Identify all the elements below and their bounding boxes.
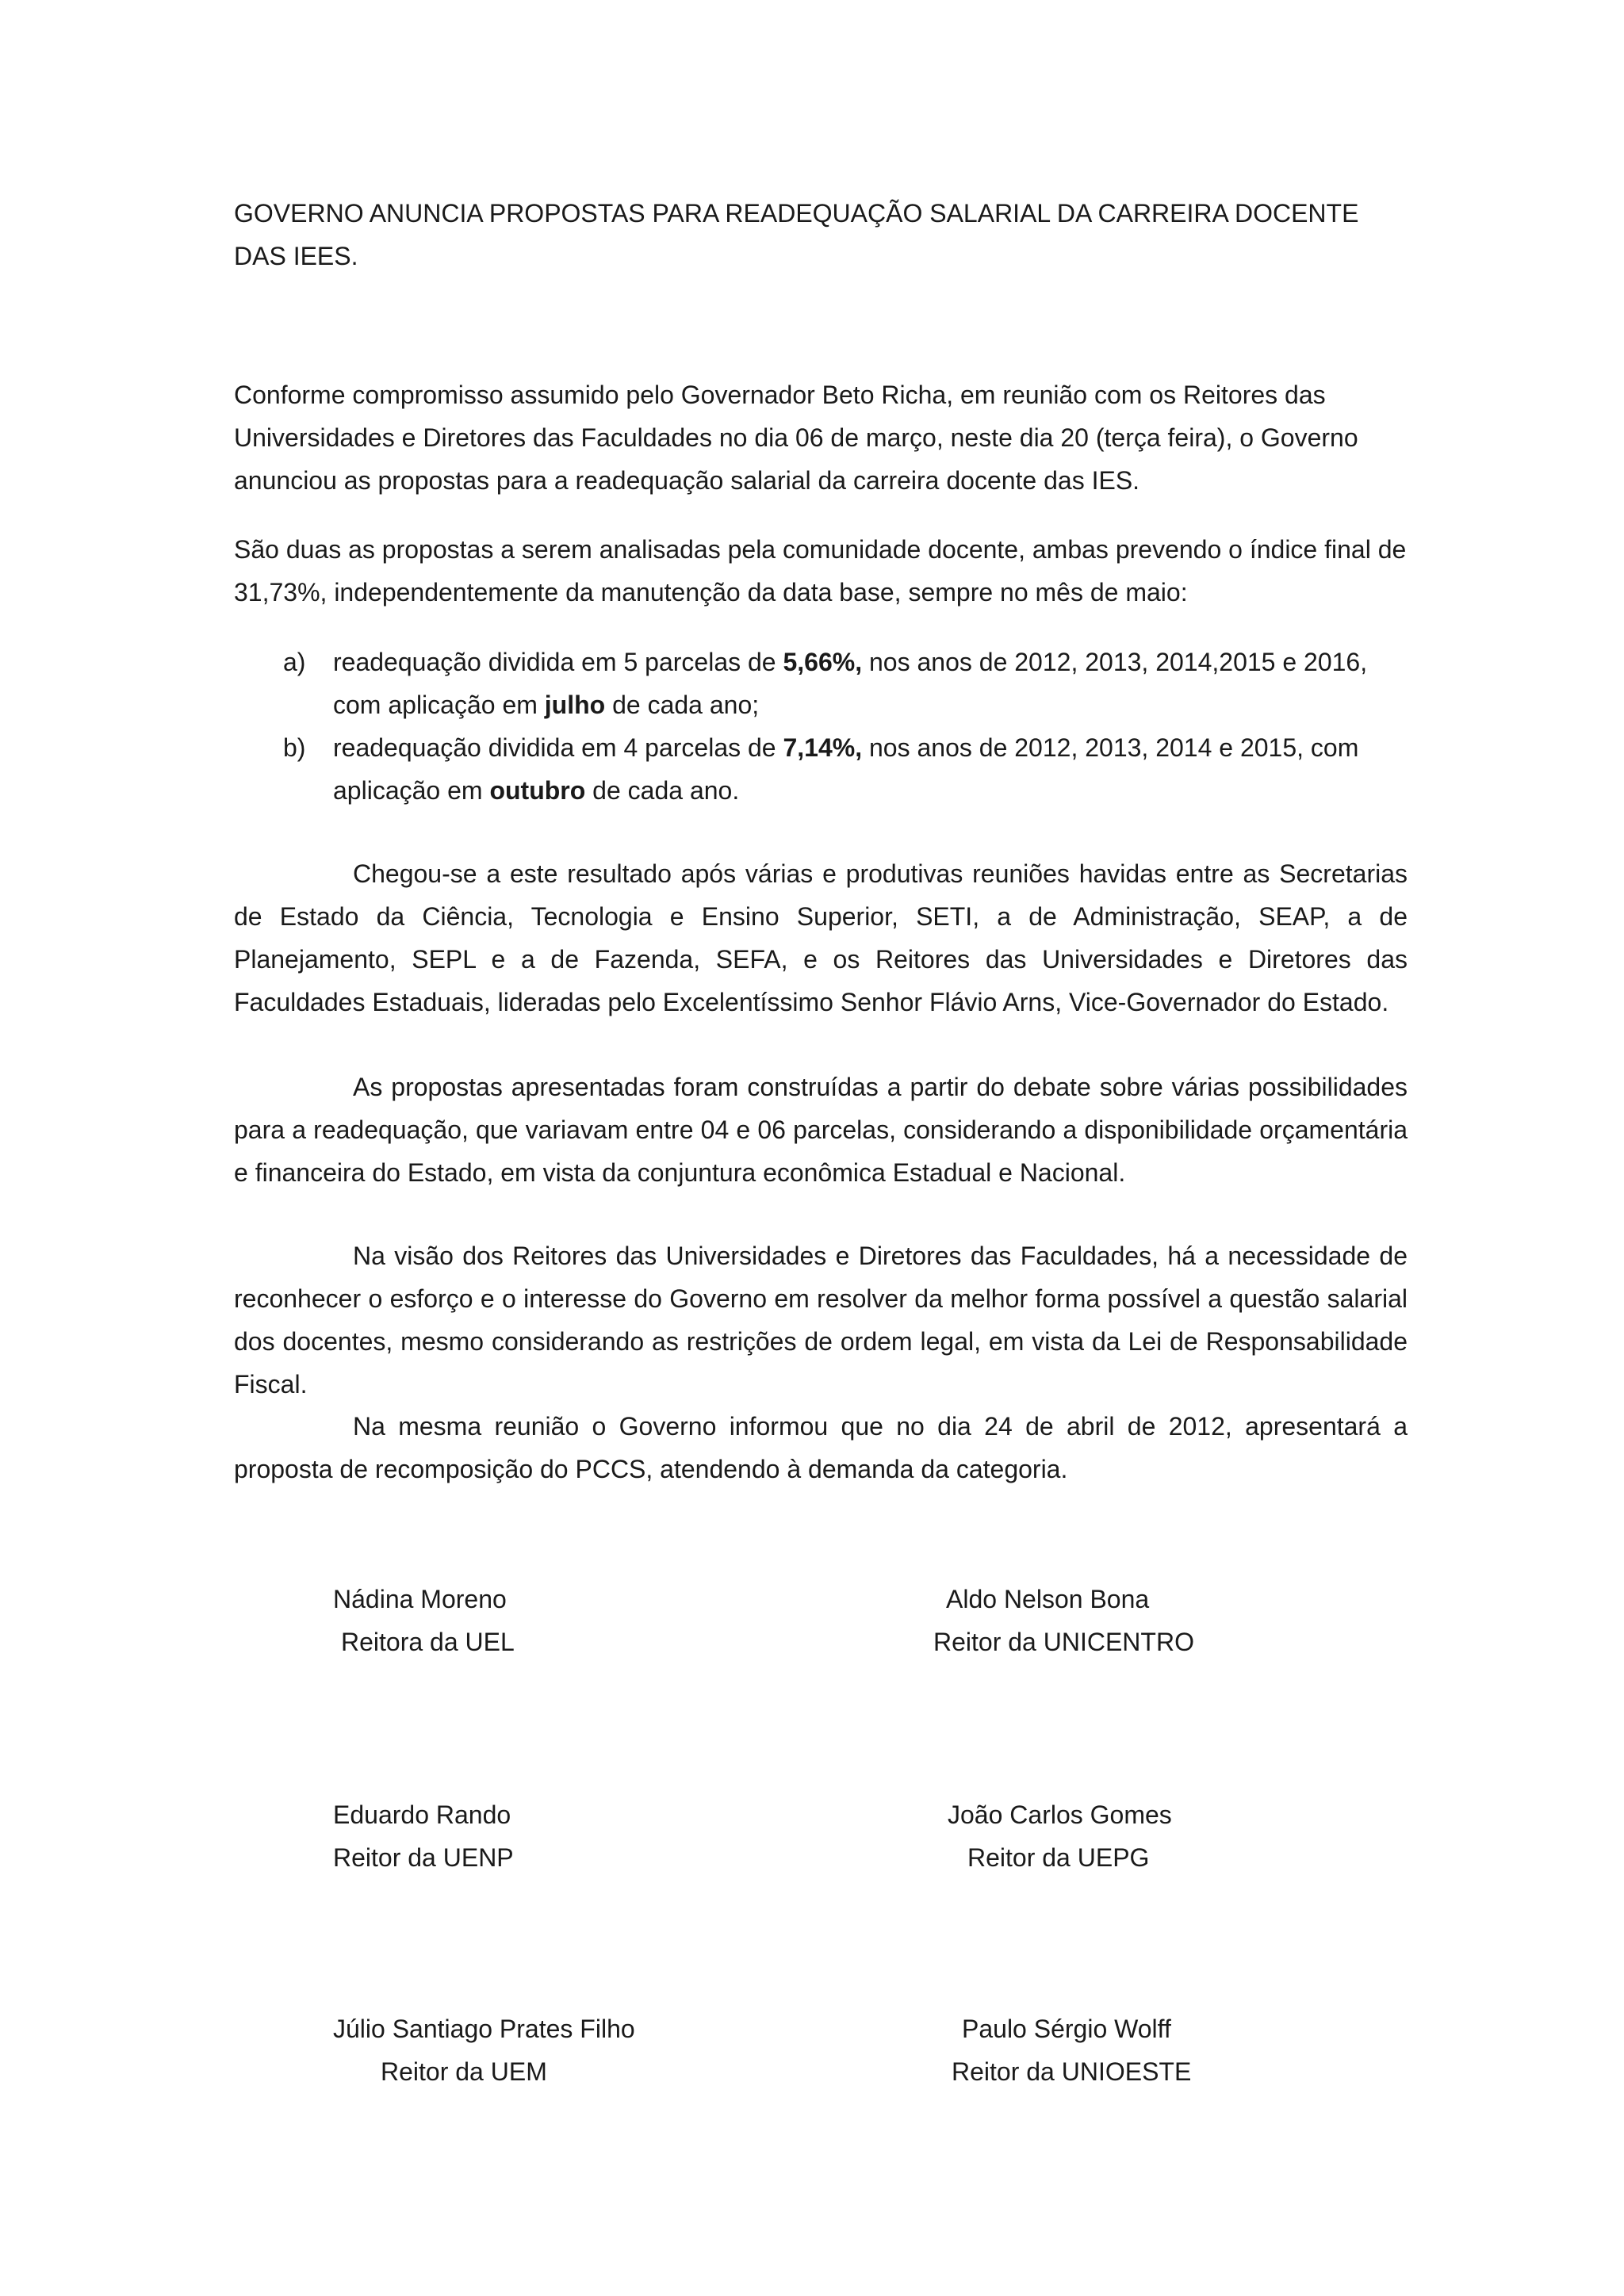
proposal-text: de cada ano; (605, 691, 760, 719)
signature-name: João Carlos Gomes (948, 1800, 1172, 1829)
signature-name: Paulo Sérgio Wolff (962, 2015, 1171, 2043)
proposal-item-b (234, 726, 1408, 812)
proposal-text: readequação dividida em 4 parcelas de (333, 733, 783, 762)
proposal-text: nos anos de 2012, 2013, 2014,2015 e 2016, com aplicação em (333, 648, 1368, 719)
proposals-intro-paragraph: São duas as propostas a serem analisadas pela comunidade docente, ambas prevendo o índice final de 31,73%, independentemente da manutenção da data base, sempre no mês de maio: (234, 535, 1407, 607)
signature-role: Reitor da UNICENTRO (933, 1628, 1194, 1656)
proposal-month: outubro (489, 776, 586, 805)
signature-role: Reitor da UENP (333, 1843, 514, 1872)
proposal-item-a (234, 641, 1408, 726)
body-paragraph-4: Na mesma reunião o Governo informou que no dia 24 de abril de 2012, apresentará a proposta de recomposição do PCCS, atendendo à demanda da categoria. (234, 1412, 1408, 1483)
signature-name: Eduardo Rando (333, 1800, 511, 1829)
signature-role: Reitor da UNIOESTE (952, 2057, 1192, 2086)
proposals-list (234, 641, 1408, 812)
proposal-text: nos anos de 2012, 2013, 2014 e 2015, com aplicação em (333, 733, 1359, 805)
body-paragraph-2: As propostas apresentadas foram construídas a partir do debate sobre várias possibilidades para a readequação, que variavam entre 04 e 06 parcelas, considerando a disponibilidade orçamentária e financeira do Estado, em vista da conjuntura econômica Estadual e Nacional. (234, 1073, 1408, 1187)
signature-name: Júlio Santiago Prates Filho (333, 2015, 635, 2043)
signature-name: Aldo Nelson Bona (946, 1585, 1150, 1613)
signature-name: Nádina Moreno (333, 1585, 507, 1613)
proposal-text: readequação dividida em 5 parcelas de (333, 648, 783, 676)
intro-paragraph: Conforme compromisso assumido pelo Governador Beto Richa, em reunião com os Reitores das Universidades e Diretores das Faculdades no dia 06 de março, neste dia 20 (terça feira), o Governo anunciou as propostas para a readequação salarial da carreira docente das IES. (234, 381, 1358, 495)
body-paragraph-3: Na visão dos Reitores das Universidades e Diretores das Faculdades, há a necessidade de reconhecer o esforço e o interesse do Governo em resolver da melhor forma possível a questão salarial dos docentes, mesmo considerando as restrições de ordem legal, em vista da Lei de Responsabilidade Fiscal. (234, 1242, 1408, 1399)
proposal-rate: 5,66%, (783, 648, 863, 676)
list-marker: b) (283, 733, 306, 762)
proposal-month: julho (544, 691, 606, 719)
signature-role: Reitor da UEM (381, 2057, 547, 2086)
proposal-text: de cada ano. (585, 776, 740, 805)
list-marker: a) (283, 648, 306, 676)
document-title: GOVERNO ANUNCIA PROPOSTAS PARA READEQUAÇÃO SALARIAL DA CARREIRA DOCENTE DAS IEES. (234, 199, 1359, 270)
signature-role: Reitora da UEL (341, 1628, 515, 1656)
signature-role: Reitor da UEPG (967, 1843, 1150, 1872)
body-paragraph-1: Chegou-se a este resultado após várias e produtivas reuniões havidas entre as Secretarias de Estado da Ciência, Tecnologia e Ensino Superior, SETI, a de Administração, SEAP, a de Planejamento, SEPL e a de Fazenda, SEFA, e os Reitores das Universidades e Diretores das Faculdades Estaduais, lideradas pelo Excelentíssimo Senhor Flávio Arns, Vice-Governador do Estado. (234, 859, 1408, 1016)
proposal-rate: 7,14%, (783, 733, 863, 762)
